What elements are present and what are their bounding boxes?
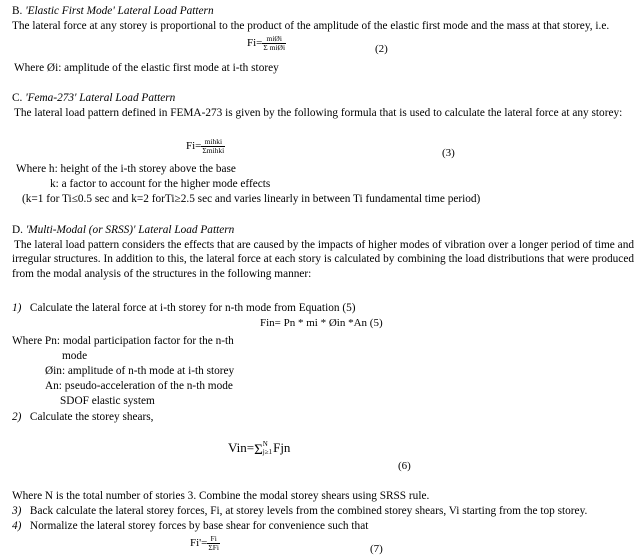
equation-2-number: (2) (375, 43, 388, 55)
where-an-cont: SDOF elastic system (60, 395, 155, 407)
where-pn: Where Pn: modal participation factor for the n-th (12, 335, 234, 347)
equation-2 (247, 35, 286, 52)
step-2 (12, 410, 154, 424)
section-b-where: Where Øi: amplitude of the elastic first mode at i-th storey (14, 62, 279, 74)
where-pn-cont: mode (62, 350, 88, 362)
section-c-heading (12, 91, 175, 105)
equation-2-lhs: Fi= (247, 36, 263, 49)
section-d-title: 'Multi-Modal (or SRSS)' Lateral Load Pattern (25, 224, 235, 236)
equation-3 (186, 138, 225, 155)
equation-7 (190, 535, 220, 552)
section-b-heading (12, 4, 214, 18)
equation-5: Fin= Pn * mi * Øin *An (5) (260, 317, 383, 329)
step-3-number: 3) (12, 505, 22, 517)
equation-3-number: (3) (442, 147, 455, 159)
equation-2-fraction (262, 35, 286, 52)
where-phi-in: Øin: amplitude of n-th mode at i-th storey (45, 365, 235, 377)
where-n: Where N is the total number of stories 3. Combine the modal storey shears using SRSS rule. (12, 490, 430, 502)
section-c-where-k: k: a factor to account for the higher mode effects (50, 178, 271, 190)
section-b-letter: B. (12, 5, 23, 17)
section-d-body: The lateral load pattern considers the effects that are caused by the impacts of higher modes of vibration over a longer period of time and irregular structures. In addition to this, the lateral force at each story is calculated by combining the load distributions that were produced from the modal analysis of the structures in the following manner: (12, 239, 634, 280)
step-3 (12, 504, 587, 518)
section-c-title: 'Fema-273' Lateral Load Pattern (25, 92, 176, 104)
equation-6-lower: j≥1 (262, 448, 273, 457)
equation-6-upper: N (262, 440, 268, 449)
step-2-text: Calculate the storey shears, (29, 411, 154, 423)
equation-7-denominator: ΣFi (208, 542, 219, 552)
equation-6-lhs: Vin= (228, 440, 255, 455)
section-b-body: The lateral force at any storey is proportional to the product of the amplitude of the elastic first mode and the mass at that storey, i.e. (12, 20, 610, 32)
equation-2-numerator: miØi (262, 35, 286, 44)
equation-3-lhs: Fi= (186, 139, 202, 152)
equation-3-fraction (201, 138, 225, 155)
summation-symbol: Σ (254, 442, 263, 458)
equation-7-number: (7) (370, 543, 383, 555)
equation-7-lhs: Fi'= (190, 536, 208, 549)
where-an: An: pseudo-acceleration of the n-th mode (45, 380, 233, 392)
section-b-title: 'Elastic First Mode' Lateral Load Pattern (25, 5, 214, 17)
step-1-text: Calculate the lateral force at i-th storey for n-th mode from Equation (5) (29, 302, 356, 314)
section-c-where-h: Where h: height of the i-th storey above the base (16, 163, 236, 175)
section-c-letter: C. (12, 92, 23, 104)
step-4 (12, 519, 368, 533)
equation-2-denominator: Σ miØi (263, 42, 286, 52)
step-4-number: 4) (12, 520, 22, 532)
section-c-where-range: (k=1 for Ti≤0.5 sec and k=2 forTi≥2.5 sec and varies linearly in between Ti fundamental time period) (22, 193, 481, 205)
step-1-number: 1) (12, 302, 22, 314)
step-2-number: 2) (12, 411, 22, 423)
equation-7-fraction (207, 535, 220, 552)
equation-6-rhs: Fjn (273, 440, 291, 455)
equation-3-denominator: Σmihki (202, 145, 225, 155)
step-1 (12, 301, 356, 315)
equation-6-limits (263, 441, 272, 456)
equation-3-numerator: mihki (201, 138, 225, 147)
section-c-body: The lateral load pattern defined in FEMA-273 is given by the following formula that is used to calculate the lateral force at any storey: (14, 107, 623, 119)
equation-6-number: (6) (398, 460, 411, 472)
equation-6 (228, 440, 290, 460)
equation-7-numerator: Fi (207, 535, 220, 544)
section-d-letter: D. (12, 224, 23, 236)
step-3-text: Back calculate the lateral storey forces, Fi, at storey levels from the combined storey shears, Vi starting from the top storey. (29, 505, 588, 517)
section-d-heading (12, 223, 234, 237)
step-4-text: Normalize the lateral storey forces by base shear for convenience such that (29, 520, 369, 532)
